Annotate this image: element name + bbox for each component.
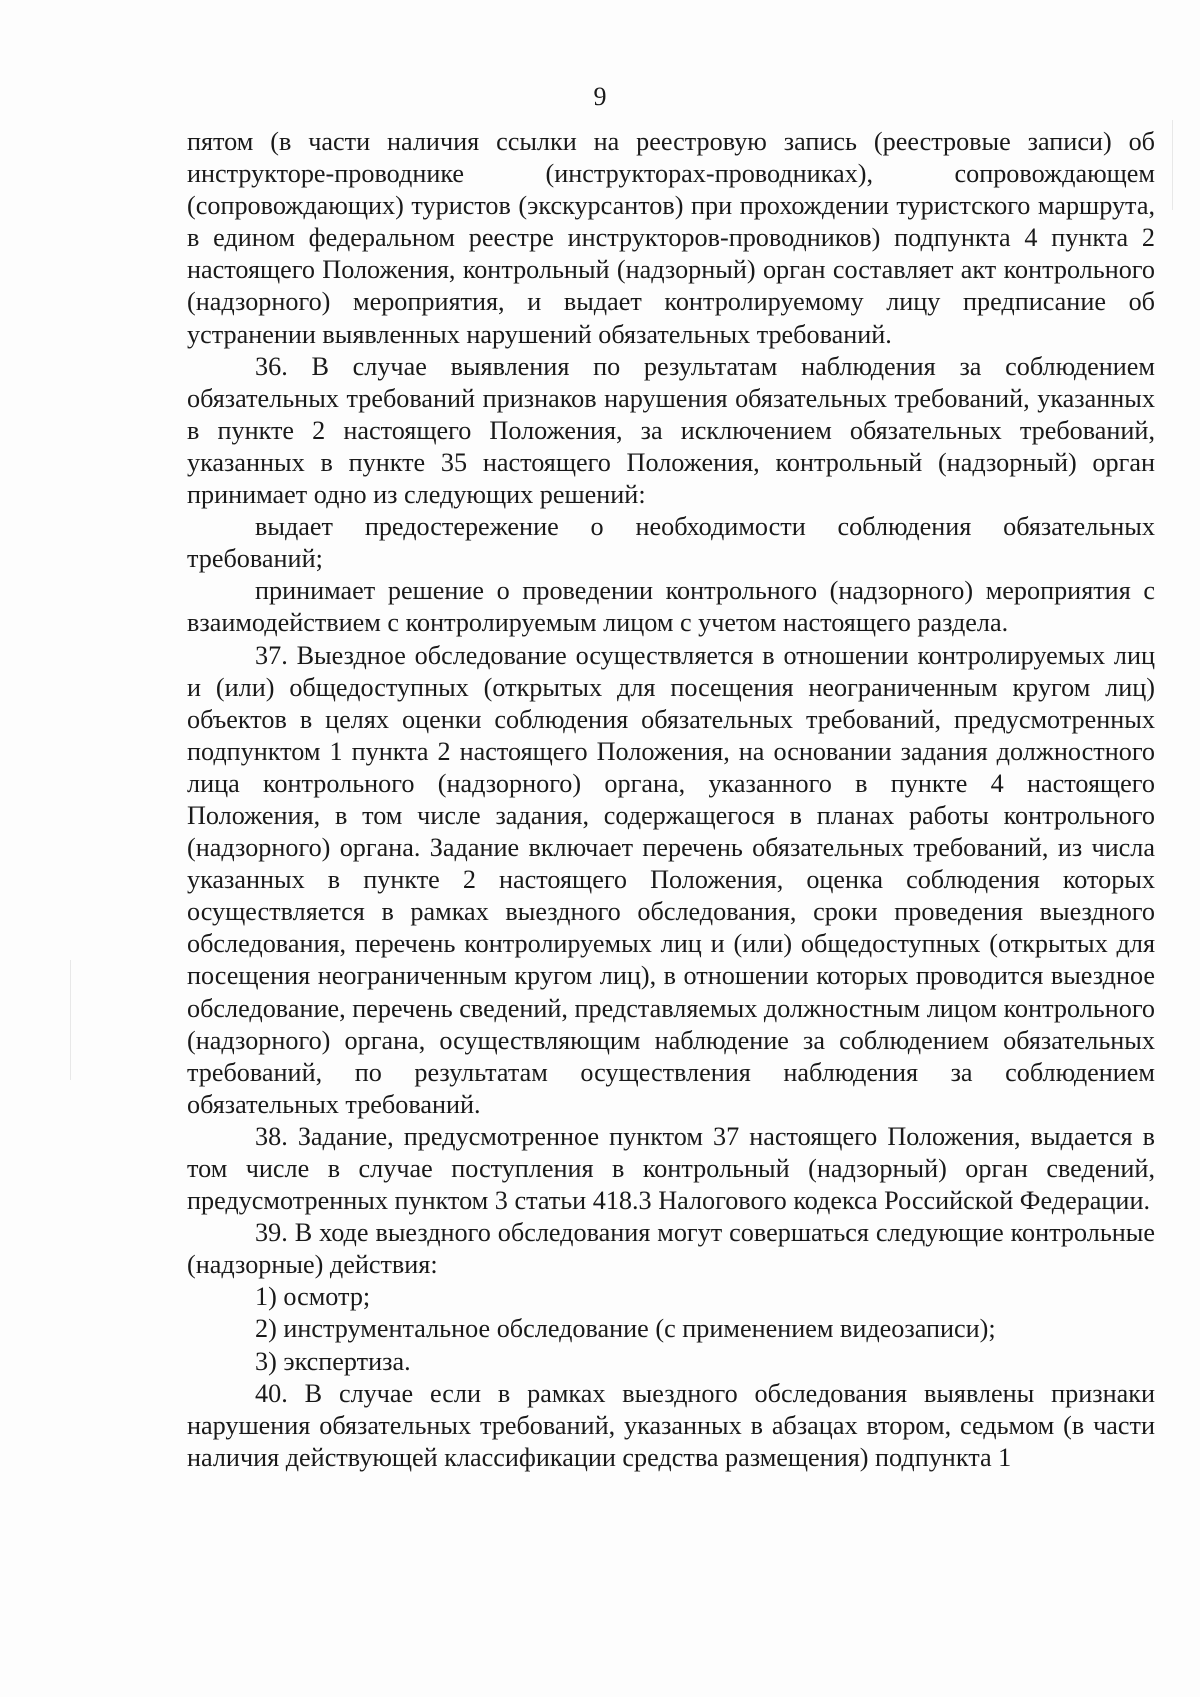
- paragraph-warning-decision: выдает предостережение о необходимости соблюдения обязательных требований;: [187, 512, 1155, 574]
- paragraph-39: 39. В ходе выездного обследования могут совершаться следующие контрольные (надзорные) действия:: [187, 1218, 1155, 1280]
- paragraph-36: 36. В случае выявления по результатам наблюдения за соблюдением обязательных требований признаков нарушения обязательных требований, указанных в пункте 2 настоящего Положения, за исключением обязательных требований, указанных в пункте 35 настоящего Положения, контрольный (надзорный) орган принимает одно из следующих решений:: [187, 351, 1155, 510]
- paragraph-40: 40. В случае если в рамках выездного обследования выявлены признаки нарушения обязательных требований, указанных в абзацах втором, седьмом (в части наличия действующей классификации средства размещения) подпункта 1: [187, 1378, 1155, 1472]
- list-item-expertise: 3) экспертиза.: [255, 1346, 411, 1376]
- scan-edge-mark: [1172, 120, 1173, 210]
- paragraph-37: 37. Выездное обследование осуществляется в отношении контролируемых лиц и (или) общедоступных (открытых для посещения неограниченным кругом лиц) объектов в целях оценки соблюдения обязательных требований, предусмотренных подпунктом 1 пункта 2 настоящего Положения, на основании задания должностного лица контрольного (надзорного) органа, указанного в пункте 4 настоящего Положения, в том числе задания, содержащегося в планах работы контрольного (надзорного) органа. Задание включает перечень обязательных требований, из числа указанных в пункте 2 настоящего Положения, оценка соблюдения которых осуществляется в рамках выездного обследования, сроки проведения выездного обследования, перечень контролируемых лиц и (или) общедоступных (открытых для посещения неограниченным кругом лиц), в отношении которых проводится выездное обследование, перечень сведений, представляемых должностным лицом контрольного (надзорного) органа, осуществляющим наблюдение за соблюдением обязательных требований, по результатам осуществления наблюдения за соблюдением обязательных требований.: [187, 640, 1155, 1119]
- paragraph-38: 38. Задание, предусмотренное пунктом 37 настоящего Положения, выдается в том числе в случае поступления в контрольный (надзорный) орган сведений, предусмотренных пунктом 3 статьи 418.3 Налогового кодекса Российской Федерации.: [187, 1121, 1155, 1216]
- scan-edge-mark: [70, 960, 71, 1080]
- page-number: 9: [593, 82, 607, 111]
- paragraph-continuation: пятом (в части наличия ссылки на реестровую запись (реестровые записи) об инструкторе-проводнике (инструкторах-проводниках), сопровождающем (сопровождающих) туристов (экскурсантов) при прохождении туристского маршрута, в едином федеральном реестре инструкторов-проводников) подпункта 4 пункта 2 настоящего Положения, контрольный (надзорный) орган составляет акт контрольного (надзорного) мероприятия, и выдает контролируемому лицу предписание об устранении выявленных нарушений обязательных требований.: [187, 127, 1155, 349]
- paragraph-inspection-decision: принимает решение о проведении контрольного (надзорного) мероприятия с взаимодействием с контролируемым лицом с учетом настоящего раздела.: [187, 576, 1155, 638]
- list-item-instrumental-survey: 2) инструментальное обследование (с применением видеозаписи);: [255, 1314, 996, 1344]
- document-body: [187, 126, 1155, 1474]
- list-item-inspection: 1) осмотр;: [255, 1282, 371, 1312]
